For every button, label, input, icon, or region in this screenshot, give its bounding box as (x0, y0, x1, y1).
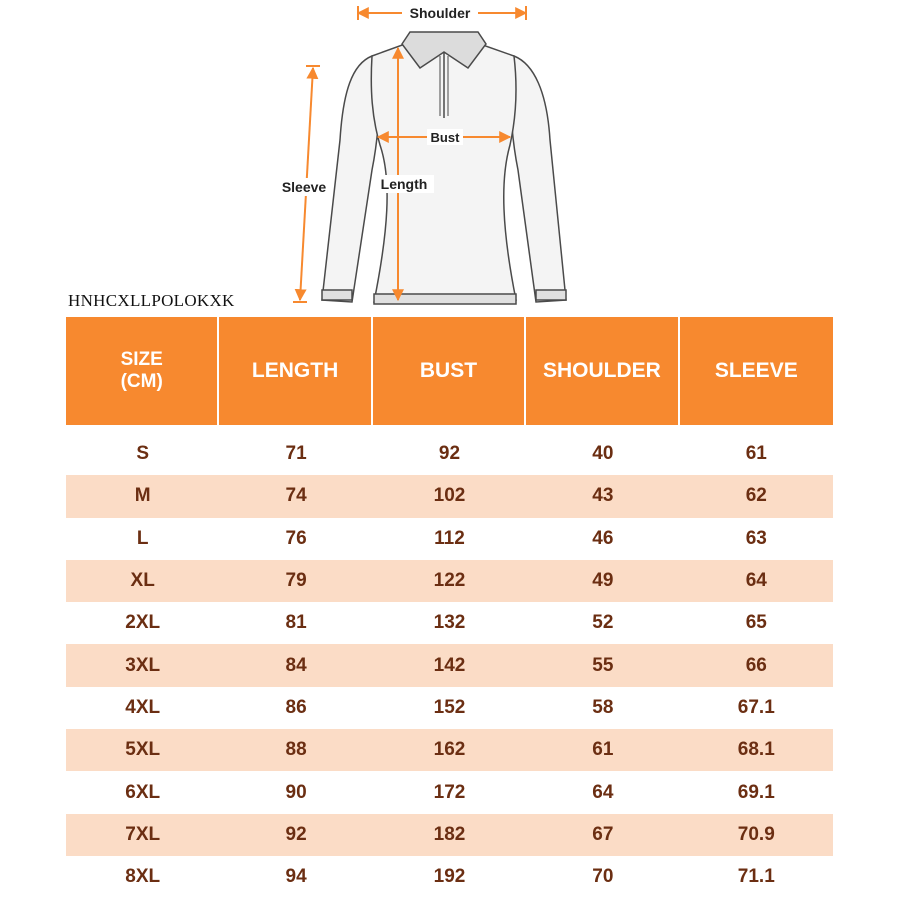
cell-bust: 122 (373, 560, 526, 602)
cell-length: 86 (219, 687, 372, 729)
cell-shoulder: 64 (526, 771, 679, 813)
cell-sleeve: 67.1 (680, 687, 833, 729)
cell-length: 90 (219, 771, 372, 813)
cell-size: 6XL (66, 771, 219, 813)
cell-bust: 102 (373, 475, 526, 517)
cell-bust: 142 (373, 644, 526, 686)
hem-band (374, 294, 516, 304)
cell-length: 88 (219, 729, 372, 771)
table-row (66, 475, 833, 517)
cell-size: 8XL (66, 856, 219, 898)
cell-sleeve: 69.1 (680, 771, 833, 813)
cell-size: 7XL (66, 814, 219, 856)
table-row (66, 560, 833, 602)
right-sleeve (510, 56, 566, 302)
cell-bust: 182 (373, 814, 526, 856)
column-header-length: LENGTH (219, 317, 372, 425)
cell-length: 74 (219, 475, 372, 517)
sleeve-label: Sleeve (281, 179, 327, 195)
cell-bust: 172 (373, 771, 526, 813)
table-row (66, 687, 833, 729)
cell-size: 2XL (66, 602, 219, 644)
cell-length: 79 (219, 560, 372, 602)
table-body (66, 433, 833, 898)
cell-length: 92 (219, 814, 372, 856)
table-row (66, 814, 833, 856)
cell-length: 84 (219, 644, 372, 686)
left-cuff (322, 290, 352, 300)
cell-size: L (66, 518, 219, 560)
cell-length: 94 (219, 856, 372, 898)
table-header-row (66, 317, 833, 425)
product-code: HNHCXLLPOLOKXK (68, 291, 235, 310)
cell-length: 76 (219, 518, 372, 560)
cell-sleeve: 62 (680, 475, 833, 517)
table-row (66, 856, 833, 898)
cell-shoulder: 67 (526, 814, 679, 856)
cell-shoulder: 61 (526, 729, 679, 771)
column-header-sleeve: SLEEVE (680, 317, 833, 425)
cell-bust: 92 (373, 433, 526, 475)
column-header-bust: BUST (373, 317, 526, 425)
cell-bust: 132 (373, 602, 526, 644)
cell-shoulder: 58 (526, 687, 679, 729)
table-row (66, 771, 833, 813)
cell-size: 4XL (66, 687, 219, 729)
length-label: Length (380, 176, 428, 192)
right-cuff (536, 290, 566, 300)
cell-size: 3XL (66, 644, 219, 686)
bust-label: Bust (430, 130, 460, 145)
column-header-shoulder: SHOULDER (526, 317, 679, 425)
cell-sleeve: 61 (680, 433, 833, 475)
cell-shoulder: 43 (526, 475, 679, 517)
table-row (66, 518, 833, 560)
shirt-illustration (322, 32, 566, 304)
cell-sleeve: 64 (680, 560, 833, 602)
column-header-size: SIZE (CM) (66, 317, 219, 425)
cell-bust: 152 (373, 687, 526, 729)
cell-bust: 162 (373, 729, 526, 771)
cell-size: M (66, 475, 219, 517)
cell-length: 71 (219, 433, 372, 475)
cell-sleeve: 65 (680, 602, 833, 644)
cell-sleeve: 63 (680, 518, 833, 560)
cell-shoulder: 46 (526, 518, 679, 560)
cell-shoulder: 70 (526, 856, 679, 898)
table-row (66, 602, 833, 644)
cell-bust: 112 (373, 518, 526, 560)
spacer-row (66, 425, 833, 433)
cell-size: XL (66, 560, 219, 602)
cell-bust: 192 (373, 856, 526, 898)
cell-shoulder: 49 (526, 560, 679, 602)
cell-length: 81 (219, 602, 372, 644)
cell-size: 5XL (66, 729, 219, 771)
cell-sleeve: 70.9 (680, 814, 833, 856)
cell-sleeve: 66 (680, 644, 833, 686)
cell-size: S (66, 433, 219, 475)
shoulder-label: Shoulder (409, 5, 471, 21)
cell-shoulder: 52 (526, 602, 679, 644)
table-row (66, 644, 833, 686)
cell-shoulder: 55 (526, 644, 679, 686)
cell-shoulder: 40 (526, 433, 679, 475)
cell-sleeve: 68.1 (680, 729, 833, 771)
cell-sleeve: 71.1 (680, 856, 833, 898)
size-chart-table (66, 317, 833, 898)
table-row (66, 433, 833, 475)
garment-measurement-diagram (0, 0, 900, 310)
table-row (66, 729, 833, 771)
